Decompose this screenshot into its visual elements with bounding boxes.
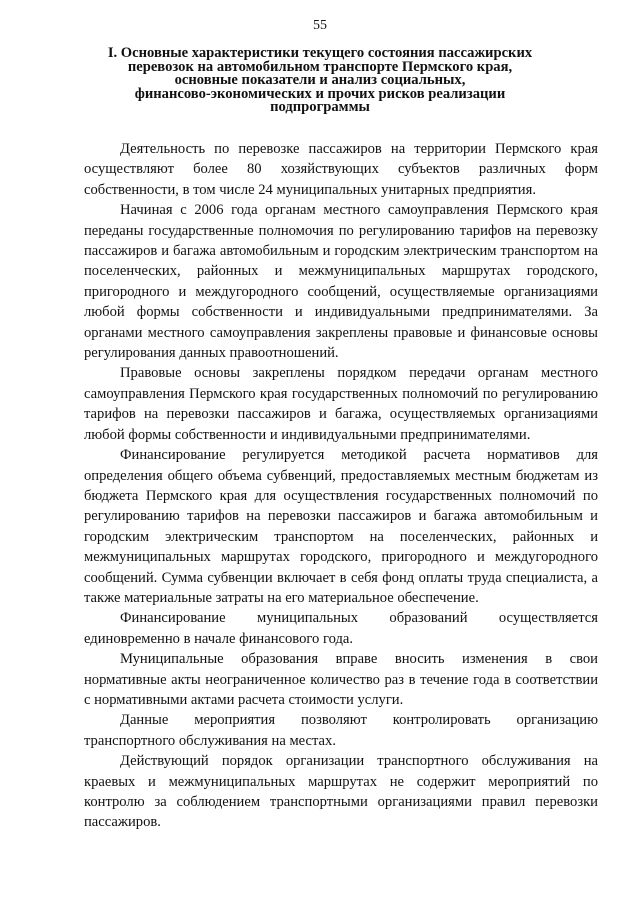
paragraph: Правовые основы закреплены порядком передачи органам местного самоуправления Пермского края государственных полномочий по регулированию тарифов на перевозки пассажиров и багажа, осуществляемых организациями любой формы собственности и индивидуальными предпринимателями. — [84, 365, 598, 443]
page-number: 55 — [313, 18, 327, 33]
paragraph: Финансирование регулируется методикой расчета нормативов для определения общего объема субвенций, предоставляемых местным бюджетам из бюджета Пермского края для осуществления государственных полномочий по регулированию тарифов на перевозки пассажиров и багажа автомобильным и городским электрическим транспортом на поселенческих, районных и межмуниципальных маршрутах городского, пригородного и междугородного сообщений. Сумма субвенции включает в себя фонд оплаты труда специалиста, а также материальные затраты на его материальное обеспечение. — [84, 447, 598, 606]
heading-line: подпрограммы — [270, 99, 370, 115]
heading-line: перевозок на автомобильном транспорте Пермского края, — [127, 58, 513, 75]
body-text — [84, 139, 598, 833]
paragraph: Финансирование муниципальных образований осуществляется единовременно в начале финансового года. — [84, 610, 598, 647]
paragraph: Данные мероприятия позволяют контролировать организацию транспортного обслуживания на местах. — [84, 712, 598, 749]
section-heading — [100, 47, 540, 115]
heading-line: финансово-экономических и прочих рисков реализации — [134, 85, 506, 102]
paragraph: Действующий порядок организации транспортного обслуживания на краевых и межмуниципальных маршрутах не содержит мероприятий по контролю за соблюдением транспортными организациями правил перевозки пассажиров. — [84, 753, 598, 831]
paragraph: Муниципальные образования вправе вносить изменения в свои нормативные акты неограниченное количество раз в течение года в соответствии с нормативными актами расчета стоимости услуги. — [84, 651, 598, 708]
paragraph: Деятельность по перевозке пассажиров на территории Пермского края осуществляют более 80 хозяйствующих субъектов различных форм собственности, в том числе 24 муниципальных унитарных предприятия. — [84, 141, 598, 198]
paragraph: Начиная с 2006 года органам местного самоуправления Пермского края переданы государственные полномочия по регулированию тарифов на перевозку пассажиров и багажа автомобильным и городским электрическим транспортом на поселенческих, районных и межмуниципальных маршрутах городского, пригородного и междугородного сообщений, осуществляемые организациями любой формы собственности и индивидуальными предпринимателями. За органами местного самоуправления закреплены правовые и финансовые основы регулирования данных правоотношений. — [84, 202, 598, 362]
heading-line: I. Основные характеристики текущего состояния пассажирских — [107, 45, 533, 61]
heading-line: основные показатели и анализ социальных, — [174, 72, 466, 88]
